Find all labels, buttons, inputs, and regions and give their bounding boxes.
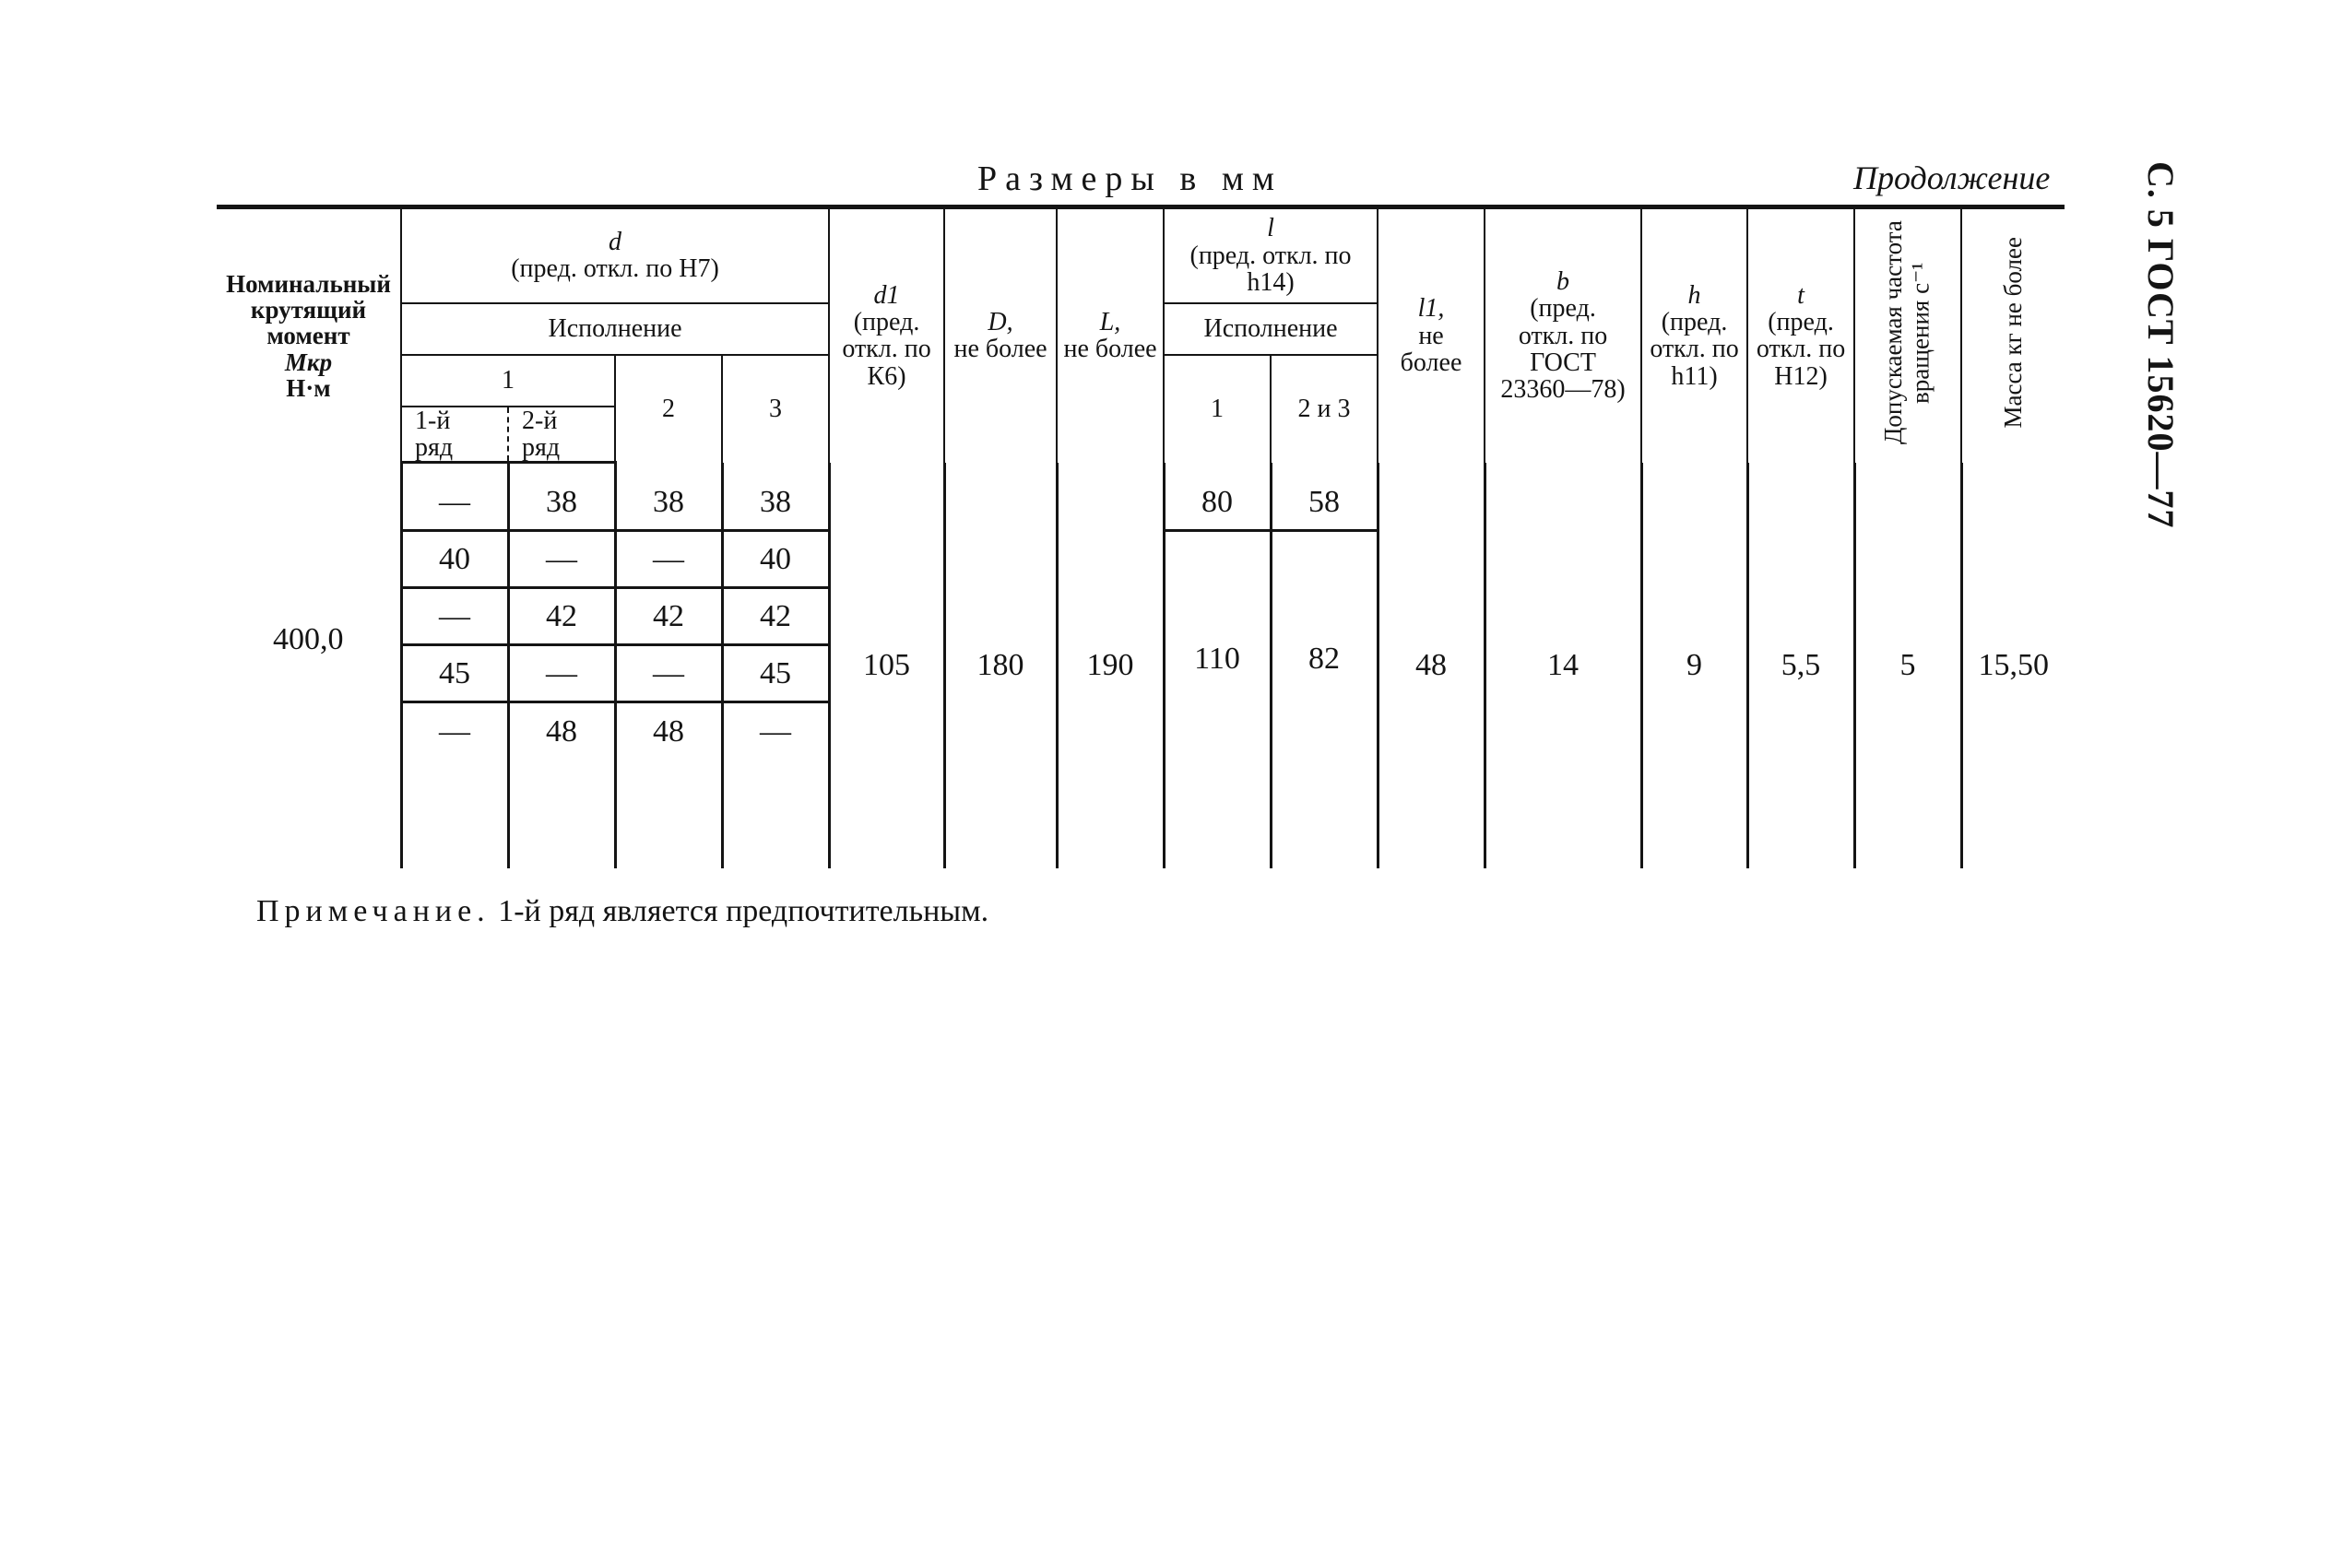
b-value: 14 [1485,463,1641,868]
d-cell: 40 [722,531,829,588]
l-cell: 82 [1271,531,1378,868]
spacer [401,760,508,868]
l-cell: 110 [1164,531,1271,868]
header-d1 [829,207,944,463]
torque-spacer [217,463,401,476]
d-cell: 42 [722,588,829,645]
header-t [1747,207,1854,463]
l1-symbol: l1, [1417,294,1445,324]
mass-value: 15,50 [1961,463,2065,868]
l1-value: 48 [1378,463,1485,868]
torque-line-3: момент [266,322,350,350]
note-text: 1-й ряд является предпочтительным. [498,894,989,928]
L-note: не более [1063,335,1157,364]
spacer [722,760,829,868]
header-l1 [1378,207,1485,463]
l-tolerance: (пред. откл. по h14) [1189,241,1352,297]
d1-tolerance: (пред. откл. по К6) [842,308,931,391]
d-tolerance: (пред. откл. по Н7) [511,254,719,284]
d-cell: 40 [401,531,508,588]
spacer [1271,463,1378,476]
d-cell: — [508,531,615,588]
note-label: Примечание. [256,894,491,928]
header-h [1641,207,1747,463]
freq-value: 5 [1854,463,1961,868]
mass-label: Масса кг не более [1998,237,2027,429]
d-cell: 45 [401,645,508,702]
d-exec-1: 1 [401,355,615,407]
d1-value: 105 [829,463,944,868]
l-execution: Исполнение [1164,303,1378,355]
torque-line-2: крутящий [250,295,367,324]
b-tolerance: (пред. откл. по ГОСТ 23360—78) [1500,294,1626,405]
d-cell: — [508,645,615,702]
header-d [401,207,829,303]
header-D [944,207,1057,463]
D-value: 180 [944,463,1057,868]
l-symbol: l [1267,214,1274,243]
page-standard-label: С. 5 ГОСТ 15620—77 [2140,161,2182,529]
l-exec-1: 1 [1164,355,1271,463]
d-cell: — [401,588,508,645]
d-cell: 42 [508,588,615,645]
spacer [615,463,722,476]
h-value: 9 [1641,463,1747,868]
frequency-label: Допускаемая частота вращения с⁻¹ [1879,220,1935,445]
header-L [1057,207,1164,463]
d-cell: 45 [722,645,829,702]
spacer [401,463,508,476]
d1-symbol: d1 [873,280,900,310]
d-cell: 38 [722,476,829,531]
d-execution: Исполнение [401,303,829,355]
d-cell: — [401,476,508,531]
l-cell: 80 [1164,476,1271,531]
h-symbol: h [1687,280,1701,310]
d-cell: — [722,702,829,760]
b-symbol: b [1556,266,1570,296]
d-cell: 38 [615,476,722,531]
torque-value: 400,0 [273,621,344,656]
header-frequency [1854,207,1961,463]
header-b [1485,207,1641,463]
d-cell: — [615,531,722,588]
d-cell: — [401,702,508,760]
coupling-dimensions-table [217,205,2065,868]
D-symbol: D, [988,308,1013,336]
l-cell: 58 [1271,476,1378,531]
spacer [722,463,829,476]
header-mass [1961,207,2065,463]
d-row-2: 2-й ряд [508,407,615,463]
d-row-1: 1-й ряд [401,407,508,463]
t-symbol: t [1797,280,1804,310]
d-cell: 48 [615,702,722,760]
D-note: не более [953,335,1047,364]
table-note [256,894,988,929]
spacer [1164,463,1271,476]
d-exec-2: 2 [615,355,722,463]
continuation-label: Продолжение [1853,159,2051,196]
t-tolerance: (пред. откл. по Н12) [1756,308,1846,391]
d-symbol: d [609,227,622,256]
l-exec-2-3: 2 и 3 [1271,355,1378,463]
l1-note: не более [1400,321,1462,378]
torque-line-1: Номинальный [226,269,391,298]
L-symbol: L, [1099,308,1121,336]
spacer [615,760,722,868]
d-cell: 38 [508,476,615,531]
t-value: 5,5 [1747,463,1854,868]
header-torque [217,207,401,463]
L-value: 190 [1057,463,1164,868]
d-cell: 42 [615,588,722,645]
torque-symbol: Мкр [284,348,333,376]
table-dimensions-caption: Размеры в мм [977,159,1283,198]
spacer [508,463,615,476]
torque-unit: Н·м [286,373,331,402]
d-exec-3: 3 [722,355,829,463]
spacer [508,760,615,868]
d-cell: 48 [508,702,615,760]
d-cell: — [615,645,722,702]
h-tolerance: (пред. откл. по h11) [1650,308,1739,391]
header-l [1164,207,1378,303]
